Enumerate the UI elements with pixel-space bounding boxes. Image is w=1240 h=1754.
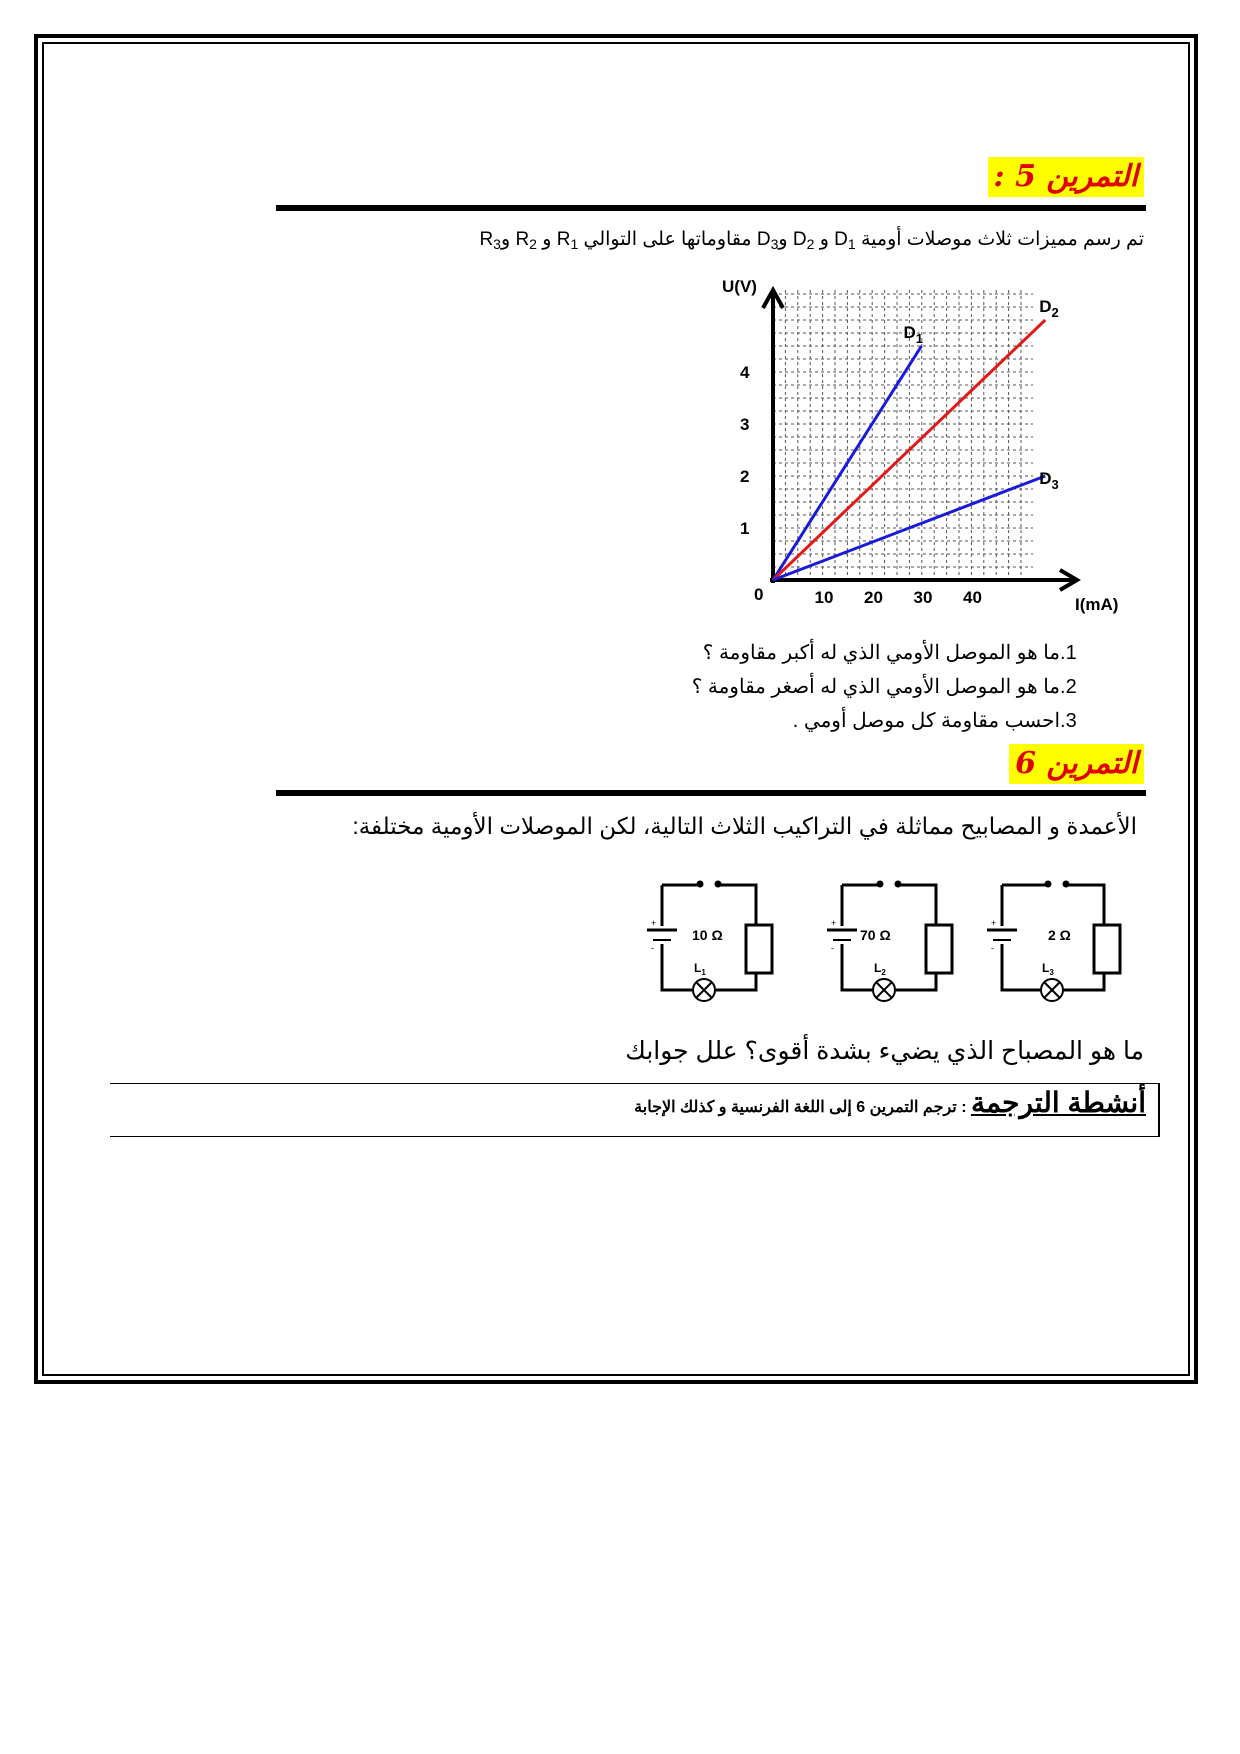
circuits	[630, 870, 1140, 1010]
resistor	[1094, 925, 1120, 973]
resistor	[746, 925, 772, 973]
switch-contact	[1063, 881, 1070, 888]
exercise6-question: ما هو المصباح الذي يضيء بشدة أقوى؟ علل جوابك	[625, 1037, 1144, 1065]
y-tick-label: 1	[740, 519, 750, 538]
resistance-label: 10 Ω	[692, 927, 723, 943]
battery-minus-sign: -	[991, 943, 994, 953]
lamp-icon	[693, 979, 715, 1001]
x-axis-label: I(mA)	[1075, 595, 1119, 614]
resistance-label: 2 Ω	[1048, 927, 1071, 943]
translation-title: أنشطة الترجمة	[970, 1087, 1146, 1118]
series-label-d2: $D_2$	[1039, 297, 1059, 320]
circuit-2	[827, 881, 952, 1002]
y-tick-label: 4	[740, 363, 750, 382]
battery-plus-sign: +	[831, 918, 837, 928]
y-tick-label: 3	[740, 415, 750, 434]
lamp-icon	[1041, 979, 1063, 1001]
battery-minus-sign: -	[831, 943, 834, 953]
switch-contact	[877, 881, 884, 888]
lamp-label: $L_1$	[694, 961, 706, 977]
ohmic-characteristics-chart	[722, 268, 1150, 628]
lamp-label: $L_3$	[1042, 961, 1054, 977]
exercise6-heading: التمرين 6	[1009, 744, 1144, 784]
battery-plus-sign: +	[651, 918, 657, 928]
question-3: 3.احسب مقاومة كل موصل أومي .	[792, 710, 1077, 732]
switch-contact	[697, 881, 704, 888]
exercise6-intro: الأعمدة و المصابيح مماثلة في التراكيب الثلاث التالية، لكن الموصلات الأومية مختلفة:	[352, 813, 1137, 839]
exercise5-rule	[276, 205, 1146, 211]
translation-instruction: : ترجم التمرين 6 إلى اللغة الفرنسية و كذلك الإجابة	[634, 1099, 971, 1116]
series-line-d3	[773, 476, 1045, 580]
resistance-label: 70 Ω	[860, 927, 891, 943]
battery-minus-sign: -	[651, 943, 654, 953]
y-axis-label: U(V)	[722, 277, 757, 296]
x-tick-label: 20	[864, 588, 883, 607]
x-tick-label: 10	[814, 588, 834, 607]
origin-label: 0	[754, 585, 764, 604]
lamp-icon	[873, 979, 895, 1001]
y-tick-label: 2	[740, 467, 750, 486]
switch-contact	[895, 881, 902, 888]
series-label-d1: $D_1$	[903, 323, 924, 346]
battery-plus-sign: +	[991, 918, 997, 928]
translation-label	[634, 1086, 1146, 1119]
switch-contact	[1045, 881, 1052, 888]
exercise5-intro: تم رسم مميزات ثلاث موصلات أومية $D_1$ و $D_2$ وD$_3$ مقاوماتها على التوالي $R_1$ و $R_2$ وR$_3$	[479, 229, 1144, 252]
question-2: 2.ما هو الموصل الأومي الذي له أصغر مقاومة ؟	[691, 676, 1077, 698]
switch-contact	[715, 881, 722, 888]
lamp-label: $L_2$	[874, 961, 886, 977]
exercise5-heading: التمرين 5 :	[988, 157, 1144, 197]
x-tick-label: 30	[913, 588, 933, 607]
translation-box	[110, 1083, 1160, 1137]
exercise6-rule	[276, 790, 1146, 796]
question-1: 1.ما هو الموصل الأومي الذي له أكبر مقاومة ؟	[702, 642, 1077, 664]
series-label-d3: $D_3$	[1039, 469, 1059, 492]
x-tick-label: 40	[963, 588, 982, 607]
circuit-3	[987, 881, 1120, 1002]
resistor	[926, 925, 952, 973]
circuit-1	[647, 881, 772, 1002]
